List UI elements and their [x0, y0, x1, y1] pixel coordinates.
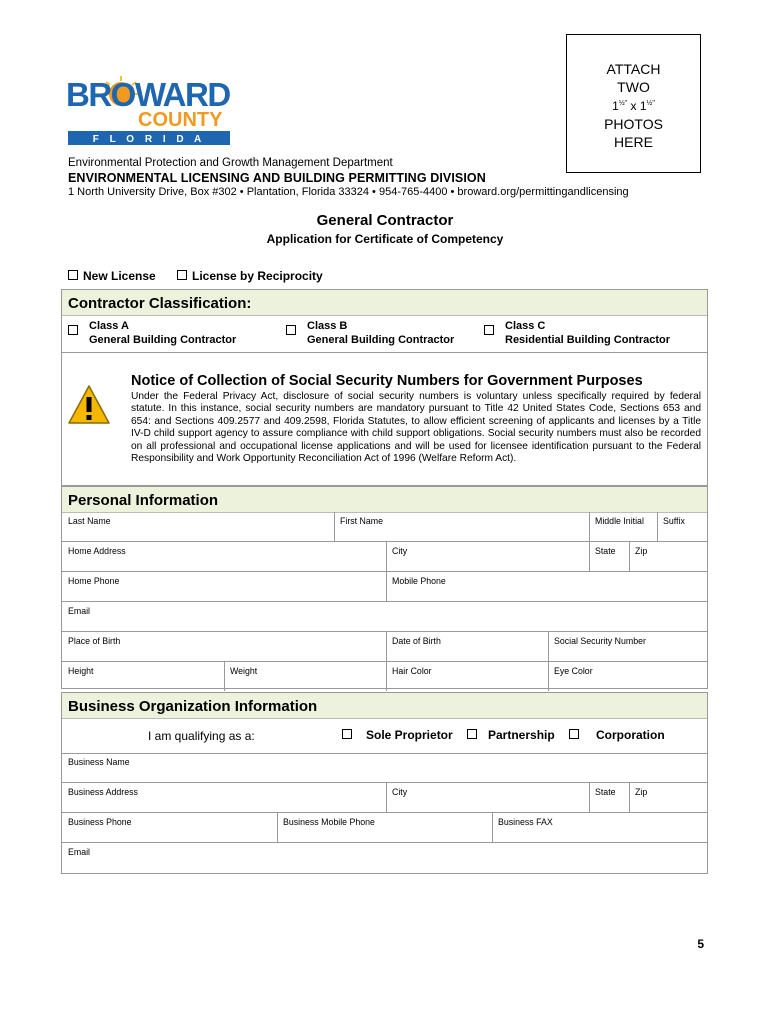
business-phone-row	[62, 813, 707, 843]
checkbox-icon[interactable]	[177, 270, 187, 280]
partnership-option[interactable]	[467, 728, 555, 742]
business-address-row	[62, 783, 707, 813]
ssn-field[interactable]: Social Security Number	[554, 636, 646, 646]
photo-size-a: 1	[612, 99, 619, 113]
contact-address: 1 North University Drive, Box #302 • Plantation, Florida 33324 • 954-765-4400 • broward.org/permittingandlicensing	[68, 186, 629, 198]
physical-row	[62, 662, 707, 692]
form-subtitle: Application for Certificate of Competency	[266, 232, 504, 246]
divider	[62, 352, 707, 353]
business-city-field[interactable]: City	[392, 787, 408, 797]
photo-size-x: x	[630, 99, 637, 113]
photo-size-frac-a: ½"	[618, 100, 628, 107]
email-row	[62, 602, 707, 632]
name-row	[62, 512, 707, 542]
option-label: Corporation	[596, 728, 665, 742]
phone-row	[62, 572, 707, 602]
section-heading: Contractor Classification:	[62, 290, 707, 316]
logo-word-florida: F L O R I D A	[92, 134, 206, 145]
option-label: Partnership	[488, 728, 555, 742]
email-field[interactable]: Email	[68, 606, 90, 616]
checkbox-icon[interactable]	[68, 325, 78, 335]
checkbox-icon[interactable]	[68, 270, 78, 280]
photo-box-line4: PHOTOS	[604, 116, 663, 132]
business-email-row	[62, 843, 707, 873]
business-name-field[interactable]: Business Name	[68, 757, 130, 767]
broward-county-logo	[66, 72, 232, 148]
business-zip-field[interactable]: Zip	[635, 787, 648, 797]
ssn-notice-title: Notice of Collection of Social Security Numbers for Government Purposes	[131, 373, 643, 389]
checkbox-icon[interactable]	[342, 729, 352, 739]
license-option-new[interactable]	[68, 269, 156, 283]
checkbox-icon[interactable]	[286, 325, 296, 335]
photo-size-frac-b: ½"	[646, 100, 655, 107]
home-phone-field[interactable]: Home Phone	[68, 576, 120, 586]
class-label: Class C	[505, 320, 546, 332]
business-email-field[interactable]: Email	[68, 847, 90, 857]
suffix-field[interactable]: Suffix	[663, 516, 685, 526]
license-option-label: License by Reciprocity	[192, 269, 323, 283]
photo-box-line2: TWO	[617, 79, 650, 95]
date-of-birth-field[interactable]: Date of Birth	[392, 636, 441, 646]
business-name-row	[62, 753, 707, 783]
height-field[interactable]: Height	[68, 666, 94, 676]
photo-size	[567, 97, 700, 113]
eye-color-field[interactable]: Eye Color	[554, 666, 593, 676]
class-a-option[interactable]	[68, 319, 236, 347]
business-fax-field[interactable]: Business FAX	[498, 817, 553, 827]
department-name: Environmental Protection and Growth Management Department	[68, 157, 393, 169]
sole-proprietor-option[interactable]	[342, 728, 453, 742]
division-name: ENVIRONMENTAL LICENSING AND BUILDING PERMITTING DIVISION	[68, 171, 486, 185]
option-label: Sole Proprietor	[366, 728, 453, 742]
weight-field[interactable]: Weight	[230, 666, 258, 676]
checkbox-icon[interactable]	[467, 729, 477, 739]
zip-field[interactable]: Zip	[635, 546, 648, 556]
personal-information-section	[61, 486, 708, 689]
hair-color-field[interactable]: Hair Color	[392, 666, 432, 676]
photo-box-line1: ATTACH	[606, 61, 661, 77]
business-phone-field[interactable]: Business Phone	[68, 817, 132, 827]
city-field[interactable]: City	[392, 546, 408, 556]
warning-icon	[66, 383, 112, 427]
home-address-row	[62, 542, 707, 572]
state-field[interactable]: State	[595, 546, 616, 556]
class-label: Class A	[89, 320, 129, 332]
section-heading: Personal Information	[62, 487, 707, 513]
photo-box-line5: HERE	[614, 134, 653, 150]
qualifying-row	[62, 718, 707, 754]
corporation-option[interactable]	[569, 728, 665, 742]
class-c-option[interactable]	[484, 319, 670, 347]
logo-word-county: COUNTY	[138, 109, 223, 131]
qualifying-label: I am qualifying as a:	[148, 729, 255, 743]
license-option-label: New License	[83, 269, 156, 283]
photo-attachment-box	[566, 34, 701, 173]
checkbox-icon[interactable]	[484, 325, 494, 335]
class-b-option[interactable]	[286, 319, 454, 347]
business-mobile-field[interactable]: Business Mobile Phone	[283, 817, 375, 827]
business-state-field[interactable]: State	[595, 787, 616, 797]
class-desc: Residential Building Contractor	[505, 334, 671, 346]
logo-word-broward: BROWARD	[66, 76, 230, 113]
place-of-birth-field[interactable]: Place of Birth	[68, 636, 121, 646]
middle-initial-field[interactable]: Middle Initial	[595, 516, 644, 526]
home-address-field[interactable]: Home Address	[68, 546, 126, 556]
checkbox-icon[interactable]	[569, 729, 579, 739]
class-desc: General Building Contractor	[307, 334, 455, 346]
first-name-field[interactable]: First Name	[340, 516, 384, 526]
page-number: 5	[697, 937, 704, 951]
business-address-field[interactable]: Business Address	[68, 787, 138, 797]
form-title: General Contractor	[316, 212, 454, 229]
ssn-notice-text: Under the Federal Privacy Act, disclosure of social security numbers is voluntary unless specifically required by federal statute. In this instance, social security numbers are mandatory pursuant to Title 42 United States Code, Sections 653 and 654: and Sections 409.2577 and 409.2598, Florida Statutes, to allow efficient screening of applicants and licenses by a Title IV-D child support agency to assure compliance with child support obligations. Social security numbers must also be recorded on all professional and occupational license applications and will be used for licensee identification pursuant to the Federal Responsibility and Work Opportunity Reconciliation Act of 1996 (Welfare Reform Act).	[131, 391, 701, 465]
mobile-phone-field[interactable]: Mobile Phone	[392, 576, 446, 586]
photo-size-b: 1	[639, 99, 647, 113]
class-desc: General Building Contractor	[89, 334, 237, 346]
class-label: Class B	[307, 320, 348, 332]
license-option-reciprocity[interactable]	[177, 269, 323, 283]
last-name-field[interactable]: Last Name	[68, 516, 111, 526]
business-organization-section	[61, 692, 708, 874]
section-heading: Business Organization Information	[62, 693, 707, 719]
birth-row	[62, 632, 707, 662]
